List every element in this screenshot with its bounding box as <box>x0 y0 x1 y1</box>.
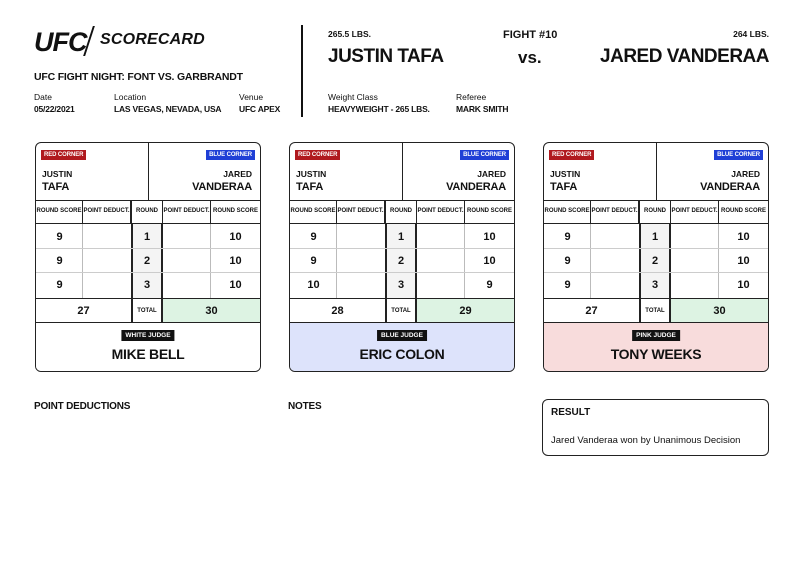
judge-name: ERIC COLON <box>359 346 445 362</box>
column-header: POINT DEDUCT. <box>337 200 385 224</box>
red-total-score: 28 <box>331 304 344 317</box>
column-line <box>417 224 465 298</box>
location-value: LAS VEGAS, NEVADA, USA <box>114 104 222 114</box>
blue-round-score: 9 <box>486 279 493 291</box>
blue-first-name: JARED <box>223 169 252 179</box>
column-line <box>163 224 211 298</box>
blue-total-score: 30 <box>671 299 768 322</box>
column-header: ROUND <box>131 200 163 224</box>
round-number: 2 <box>143 255 151 267</box>
red-last-name: TAFA <box>550 181 578 193</box>
column-header: POINT DEDUCT. <box>163 200 211 224</box>
round-number: 1 <box>397 231 405 243</box>
point-deductions-heading: POINT DEDUCTIONS <box>34 401 131 412</box>
total-row <box>36 298 260 323</box>
red-round-score: 10 <box>307 279 320 291</box>
weight-class-value: HEAVYWEIGHT - 265 LBS. <box>328 104 430 114</box>
red-round-score: 9 <box>310 231 317 243</box>
blue-round-score: 10 <box>229 255 242 267</box>
round-number: 3 <box>651 279 659 291</box>
column-header: ROUND SCORE <box>211 200 260 224</box>
judge-name: TONY WEEKS <box>610 346 702 362</box>
venue-label: Venue <box>239 92 264 102</box>
versus-label: vs. <box>518 48 542 67</box>
red-round-score: 9 <box>56 279 63 291</box>
judge-name: MIKE BELL <box>111 346 185 362</box>
red-last-name: TAFA <box>42 181 70 193</box>
red-corner-badge: RED CORNER <box>295 150 340 160</box>
corner-row <box>36 143 260 201</box>
location-label: Location <box>114 92 147 102</box>
red-last-name: TAFA <box>296 181 324 193</box>
corner-divider <box>148 143 149 200</box>
blue-last-name: VANDERAA <box>700 181 760 193</box>
red-corner-badge: RED CORNER <box>549 150 594 160</box>
blue-total-score: 29 <box>417 299 514 322</box>
blue-round-score: 10 <box>229 279 242 291</box>
corner-divider <box>656 143 657 200</box>
total-row <box>544 298 768 323</box>
header-divider <box>301 25 303 117</box>
column-header: POINT DEDUCT. <box>83 200 131 224</box>
judge-scorecard <box>543 142 769 372</box>
judge-title-badge: PINK JUDGE <box>632 330 680 341</box>
red-round-score: 9 <box>564 231 571 243</box>
date-label: Date <box>34 92 52 102</box>
judge-area <box>290 323 514 372</box>
judge-area <box>544 323 768 372</box>
corner-divider <box>402 143 403 200</box>
total-label: TOTAL <box>131 299 163 322</box>
blue-round-score: 10 <box>737 279 750 291</box>
red-fighter-name: JUSTIN TAFA <box>328 46 444 67</box>
blue-first-name: JARED <box>731 169 760 179</box>
red-round-score: 9 <box>56 231 63 243</box>
column-header: POINT DEDUCT. <box>671 200 719 224</box>
red-corner-badge: RED CORNER <box>41 150 86 160</box>
fight-number: FIGHT #10 <box>503 29 558 41</box>
result-text: Jared Vanderaa won by Unanimous Decision <box>551 435 741 446</box>
date-value: 05/22/2021 <box>34 104 75 114</box>
round-number: 2 <box>651 255 659 267</box>
corner-row <box>544 143 768 201</box>
red-round-score: 9 <box>310 255 317 267</box>
blue-first-name: JARED <box>477 169 506 179</box>
referee-value: MARK SMITH <box>456 104 509 114</box>
red-total-score: 27 <box>585 304 598 317</box>
blue-round-score: 10 <box>483 255 496 267</box>
weight-class-label: Weight Class <box>328 92 378 102</box>
total-row <box>290 298 514 323</box>
column-header: POINT DEDUCT. <box>591 200 639 224</box>
round-number: 2 <box>397 255 405 267</box>
column-line <box>671 224 719 298</box>
judge-scorecard <box>289 142 515 372</box>
column-header: ROUND SCORE <box>465 200 514 224</box>
round-number: 3 <box>397 279 405 291</box>
red-round-score: 9 <box>56 255 63 267</box>
round-number: 3 <box>143 279 151 291</box>
red-round-score: 9 <box>564 255 571 267</box>
corner-row <box>290 143 514 201</box>
judge-area <box>36 323 260 372</box>
ufc-logo: UFC <box>34 27 87 57</box>
blue-round-score: 10 <box>737 231 750 243</box>
round-number: 1 <box>651 231 659 243</box>
event-name: UFC FIGHT NIGHT: FONT VS. GARBRANDT <box>34 71 243 83</box>
blue-round-score: 10 <box>483 231 496 243</box>
blue-round-score: 10 <box>229 231 242 243</box>
judge-title-badge: BLUE JUDGE <box>377 330 427 341</box>
column-header: POINT DEDUCT. <box>417 200 465 224</box>
document-title: SCORECARD <box>100 31 205 48</box>
column-header: ROUND SCORE <box>36 200 83 224</box>
round-number: 1 <box>143 231 151 243</box>
total-label: TOTAL <box>639 299 671 322</box>
result-box <box>542 399 769 456</box>
red-total-score: 27 <box>77 304 90 317</box>
blue-total-score: 30 <box>163 299 260 322</box>
referee-label: Referee <box>456 92 487 102</box>
notes-heading: NOTES <box>288 401 322 412</box>
blue-corner-badge: BLUE CORNER <box>714 150 763 160</box>
blue-last-name: VANDERAA <box>192 181 252 193</box>
venue-value: UFC APEX <box>239 104 281 114</box>
result-heading: RESULT <box>551 407 591 418</box>
judge-scorecard <box>35 142 261 372</box>
blue-corner-badge: BLUE CORNER <box>460 150 509 160</box>
red-fighter-weight: 265.5 LBS. <box>328 29 371 39</box>
column-header: ROUND SCORE <box>719 200 768 224</box>
blue-corner-badge: BLUE CORNER <box>206 150 255 160</box>
blue-fighter-name: JARED VANDERAA <box>600 46 769 67</box>
column-header: ROUND <box>385 200 417 224</box>
blue-fighter-weight: 264 LBS. <box>733 29 769 39</box>
red-first-name: JUSTIN <box>42 169 73 179</box>
red-first-name: JUSTIN <box>550 169 581 179</box>
total-label: TOTAL <box>385 299 417 322</box>
blue-round-score: 10 <box>737 255 750 267</box>
blue-last-name: VANDERAA <box>446 181 506 193</box>
red-round-score: 9 <box>564 279 571 291</box>
column-header: ROUND SCORE <box>290 200 337 224</box>
judge-title-badge: WHITE JUDGE <box>121 330 174 341</box>
column-header: ROUND SCORE <box>544 200 591 224</box>
column-header: ROUND <box>639 200 671 224</box>
red-first-name: JUSTIN <box>296 169 327 179</box>
